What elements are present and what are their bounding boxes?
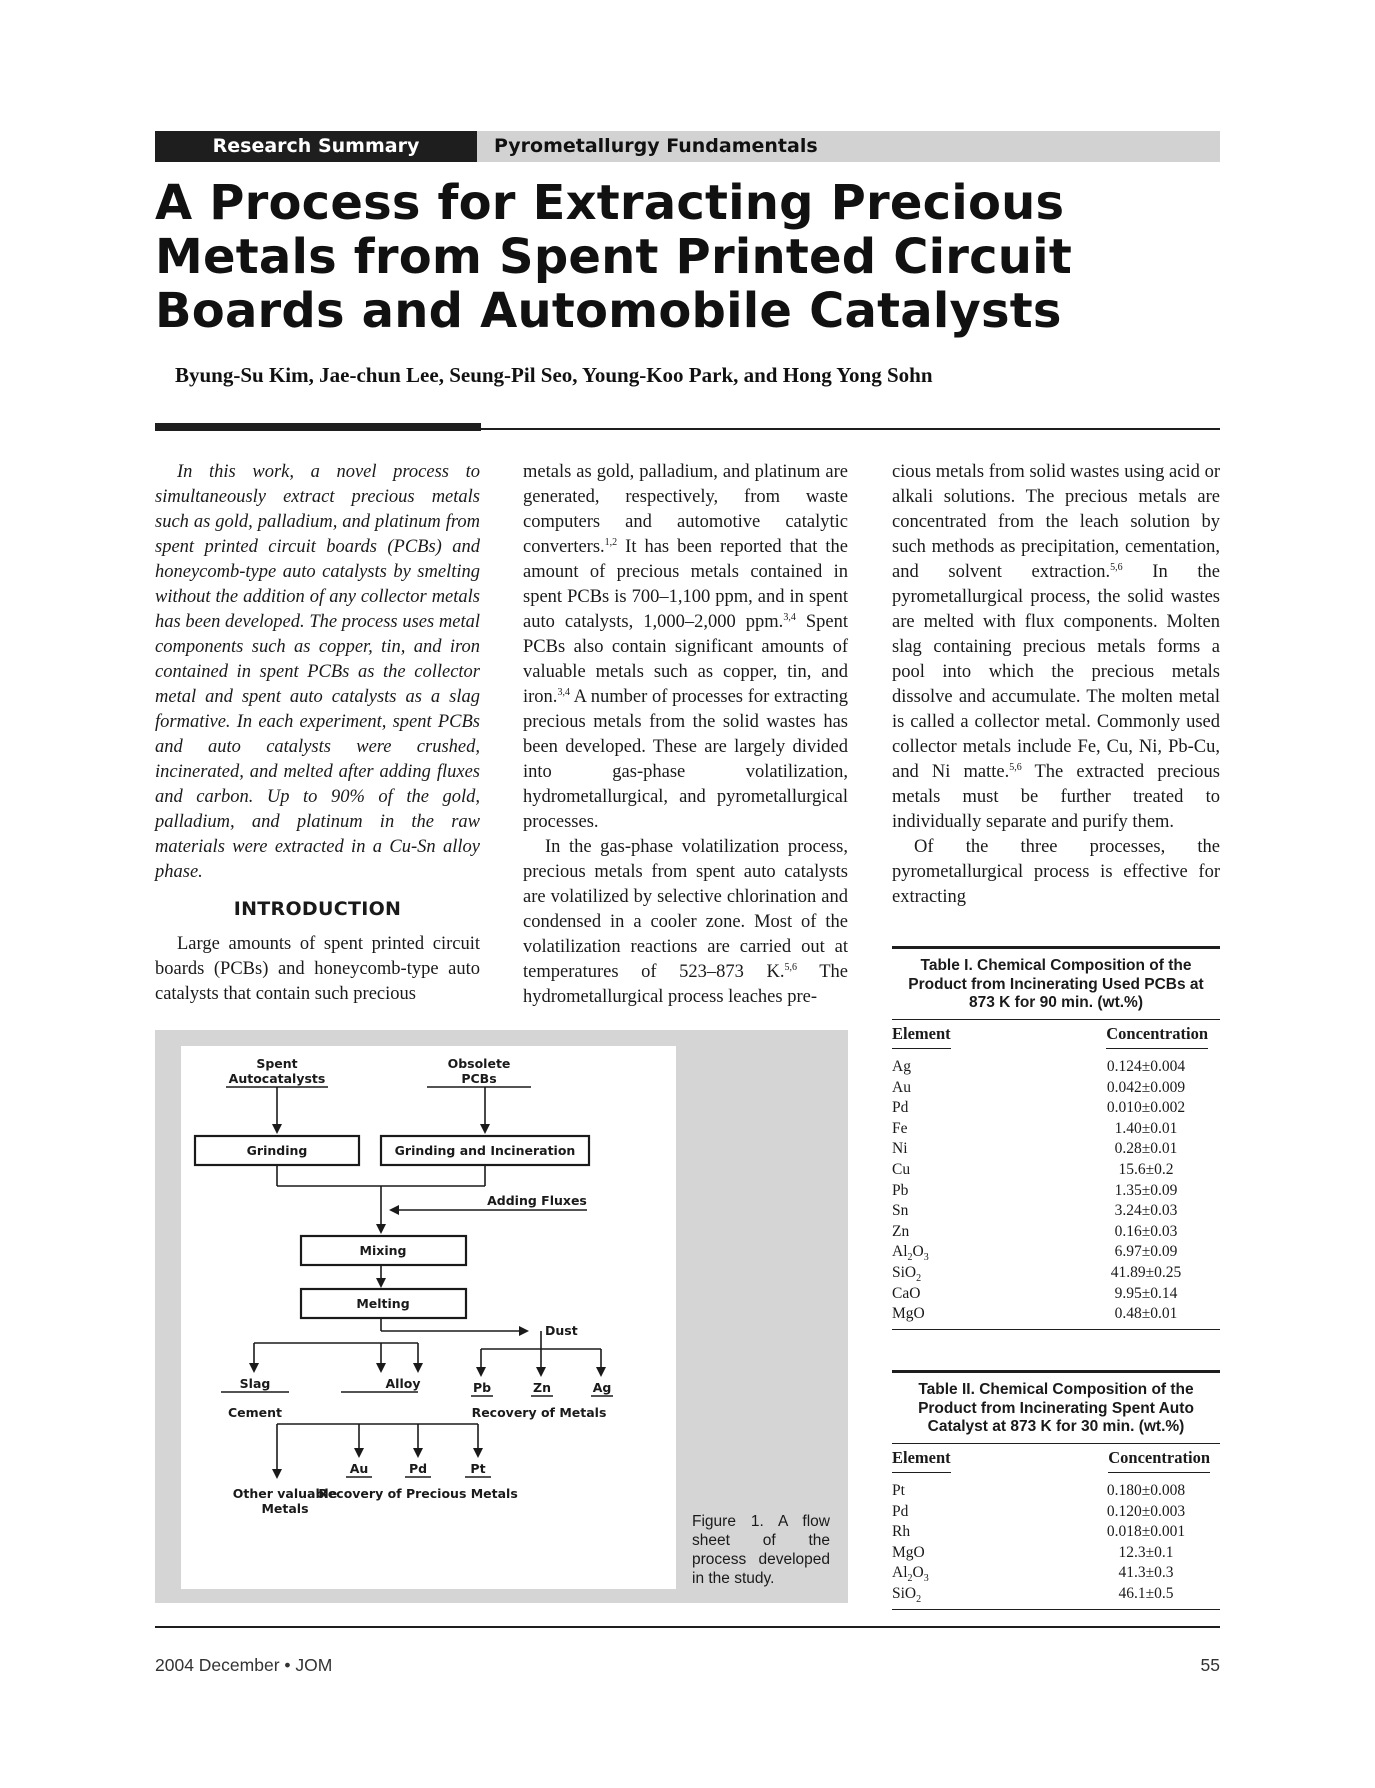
table-cell-concentration: 1.40±0.01 (1114, 1119, 1178, 1137)
node-recovery-precious: Recovery of Precious Metals (318, 1486, 518, 1501)
table-row (892, 1078, 1220, 1099)
table-cell-element: Pd (892, 1099, 909, 1117)
paragraph-1-start: Large amounts of spent printed circuit boards (PCBs) and honeycomb-type auto catalysts that contain such precious (155, 934, 480, 1004)
figure-caption: Figure 1. A flow sheet of the process developed in the study. (692, 1513, 830, 1587)
table-cell-element: Ni (892, 1140, 908, 1158)
table-cell-concentration: 9.95±0.14 (1114, 1284, 1178, 1302)
table-cell-concentration: 12.3±0.1 (1118, 1543, 1174, 1561)
table-cell-concentration: 15.6±0.2 (1118, 1160, 1174, 1178)
footer-rule (155, 1626, 1220, 1628)
title-rule-thick (155, 423, 481, 431)
node-obsolete-2: PCBs (461, 1071, 497, 1086)
text-column-2 (523, 460, 848, 1010)
section-label: Research Summary (212, 135, 420, 157)
node-cement: Cement (227, 1405, 283, 1420)
table-cell-concentration: 0.48±0.01 (1114, 1305, 1178, 1323)
table-cell-concentration: 0.010±0.002 (1106, 1099, 1186, 1117)
table-cell-concentration: 41.89±0.25 (1110, 1263, 1182, 1281)
table-1 (892, 946, 1220, 1330)
table-cell-element: Au (892, 1078, 911, 1096)
table-cell-element: Sn (892, 1202, 909, 1220)
node-other-2: Metals (261, 1501, 309, 1516)
table-2-col-concentration: Concentration (1108, 1448, 1210, 1473)
article-authors: Byung-Su Kim, Jae-chun Lee, Seung-Pil Seo, Young-Koo Park, and Hong Yong Sohn (175, 363, 933, 387)
table-2-caption: Table II. Chemical Composition of the Product from Incinerating Spent Auto Catalyst at 873 K for 30 min. (wt.%) (918, 1381, 1194, 1435)
table-cell-element: MgO (892, 1305, 925, 1323)
table-row (892, 1139, 1220, 1160)
table-row (892, 1563, 1220, 1584)
node-slag: Slag (239, 1376, 271, 1391)
paragraph-2-cont: cious metals from solid wastes using acid or alkali solutions. The precious metals are concentrated from the leach solution by such methods as precipitation, cementation, and solvent extraction.$^{5,6}$ In the pyrometallurgical process, the solid wastes are melted with flux components. Molten slag containing precious metals forms a pool into which the precious metals dissolve and accumulate. The molten metal is called a collector metal. Commonly used collector metals include Fe, Cu, Ni, Pb-Cu, and Ni matte.$^{5,6}$ The extracted precious metals must be further treated to individually separate and purify them. (892, 462, 1220, 832)
abstract: In this work, a novel process to simultaneously extract precious metals such as gold, palladium, and platinum from spent printed circuit boards (PCBs) and honeycomb-type auto catalysts by smelting without the addition of any collector metals has been developed. The process uses metal components such as copper, tin, and iron contained in spent PCBs as the collector metal and spent auto catalysts as a slag formative. In each experiment, spent PCBs and auto catalysts were crushed, incinerated, and melted after adding fluxes and carbon. Up to 90% of the gold, palladium, and platinum in the raw materials were extracted in a Cu-Sn alloy phase. (155, 462, 480, 882)
title-rule-thin (481, 428, 1220, 430)
table-cell-element: Zn (892, 1222, 910, 1240)
table-2 (892, 1370, 1220, 1610)
node-grinding: Grinding (246, 1143, 308, 1158)
node-pt: Pt (470, 1461, 486, 1476)
node-obsolete-1: Obsolete (447, 1056, 511, 1071)
table-cell-element: CaO (892, 1284, 921, 1302)
table-cell-concentration: 0.28±0.01 (1114, 1140, 1178, 1158)
table-cell-concentration: 0.124±0.004 (1106, 1058, 1186, 1075)
node-dust: Dust (545, 1323, 578, 1338)
table-cell-concentration: 0.042±0.009 (1106, 1078, 1186, 1096)
table-2-col-element: Element (892, 1448, 951, 1473)
table-cell-concentration: 1.35±0.09 (1114, 1181, 1178, 1199)
table-row (892, 1284, 1220, 1305)
node-melting: Melting (356, 1296, 410, 1311)
footer-journal: 2004 December • JOM (155, 1655, 333, 1675)
article-title: A Process for Extracting Precious Metals from Spent Printed Circuit Boards and Automobile Catalysts (155, 175, 1072, 339)
table-2-bottom-rule (892, 1609, 1220, 1611)
table-1-bottom-rule (892, 1329, 1220, 1331)
table-2-header (892, 1444, 1220, 1473)
table-row (892, 1522, 1220, 1543)
table-row (892, 1201, 1220, 1222)
table-cell-concentration: 0.018±0.001 (1106, 1523, 1186, 1541)
table-row (892, 1242, 1220, 1263)
table-row (892, 1160, 1220, 1181)
table-cell-element: MgO (892, 1543, 925, 1561)
text-column-1 (155, 460, 480, 1007)
table-row (892, 1222, 1220, 1243)
node-adding-fluxes: Adding Fluxes (487, 1193, 587, 1208)
table-row (892, 1304, 1220, 1325)
table-1-col-concentration: Concentration (1106, 1024, 1208, 1049)
text-column-3 (892, 460, 1220, 910)
table-cell-concentration: 0.120±0.003 (1106, 1502, 1186, 1520)
table-row (892, 1263, 1220, 1284)
table-1-col-element: Element (892, 1024, 951, 1049)
table-row (892, 1057, 1220, 1078)
topic-label: Pyrometallurgy Fundamentals (494, 135, 818, 157)
table-cell-concentration: 0.180±0.008 (1106, 1482, 1186, 1499)
table-cell-element: Pb (892, 1181, 909, 1199)
node-grinding-incineration: Grinding and Incineration (394, 1143, 576, 1158)
table-1-body (892, 1049, 1220, 1329)
table-cell-concentration: 41.3±0.3 (1118, 1564, 1174, 1582)
node-recovery-metals: Recovery of Metals (471, 1405, 607, 1420)
table-cell-element: SiO$_2$ (892, 1263, 922, 1284)
node-pb: Pb (472, 1380, 492, 1395)
node-ag: Ag (592, 1380, 612, 1395)
introduction-heading: INTRODUCTION (233, 898, 402, 920)
flow-sheet-diagram (181, 1046, 676, 1589)
table-cell-concentration: 6.97±0.09 (1114, 1243, 1178, 1261)
node-au: Au (349, 1461, 369, 1476)
table-row (892, 1543, 1220, 1564)
table-2-body (892, 1473, 1220, 1609)
table-cell-element: $Al_2O_3$ (892, 1243, 929, 1264)
node-alloy: Alloy (385, 1376, 421, 1391)
paragraph-3: Of the three processes, the pyrometallurgical process is effective for extracting (892, 837, 1220, 907)
node-zn: Zn (533, 1380, 551, 1395)
table-cell-element: Cu (892, 1160, 911, 1178)
paragraph-2: In the gas-phase volatilization process, precious metals from spent auto catalysts are volatilized by selective chlorination and condensed in a cooler zone. Most of the volatilization reactions are carried out at temperatures of 523–873 K.$^{5,6}$ The hydrometallurgical process leaches pre- (523, 837, 848, 1007)
table-row (892, 1098, 1220, 1119)
paragraph-1-cont: metals as gold, palladium, and platinum are generated, respectively, from waste computers and automotive catalytic converters.$^{1,2}$ It has been reported that the amount of precious metals contained in spent PCBs is 700–1,100 ppm, and in spent auto catalysts, 1,000–2,000 ppm.$^{3,4}$ Spent PCBs also contain significant amounts of valuable metals such as copper, tin, and iron.$^{3,4}$ A number of processes for extracting precious metals from the solid wastes has been developed. These are largely divided into gas-phase volatilization, hydrometallurgical, and pyrometallurgical processes. (523, 462, 848, 832)
table-1-caption: Table I. Chemical Composition of the Product from Incinerating Used PCBs at 873 K for 90 min. (wt.%) (908, 957, 1204, 1011)
table-cell-concentration: 46.1±0.5 (1118, 1584, 1174, 1602)
table-cell-element: Pt (892, 1482, 905, 1499)
page-number: 55 (1200, 1655, 1220, 1675)
table-cell-element: Ag (892, 1058, 911, 1075)
table-row (892, 1502, 1220, 1523)
node-spent-1: Spent (256, 1056, 298, 1071)
table-row (892, 1181, 1220, 1202)
table-row (892, 1119, 1220, 1140)
table-1-header (892, 1020, 1220, 1049)
table-cell-element: SiO$_2$ (892, 1584, 922, 1605)
node-mixing: Mixing (359, 1243, 407, 1258)
table-row (892, 1584, 1220, 1605)
table-cell-element: Rh (892, 1523, 911, 1541)
table-row (892, 1481, 1220, 1502)
node-spent-2: Autocatalysts (228, 1071, 326, 1086)
table-cell-concentration: 3.24±0.03 (1114, 1202, 1178, 1220)
table-cell-concentration: 0.16±0.03 (1114, 1222, 1178, 1240)
node-pd: Pd (408, 1461, 428, 1476)
table-cell-element: Pd (892, 1502, 909, 1520)
table-cell-element: Fe (892, 1119, 908, 1137)
table-cell-element: $Al_2O_3$ (892, 1564, 929, 1585)
node-other-1: Other valuable (232, 1486, 338, 1501)
